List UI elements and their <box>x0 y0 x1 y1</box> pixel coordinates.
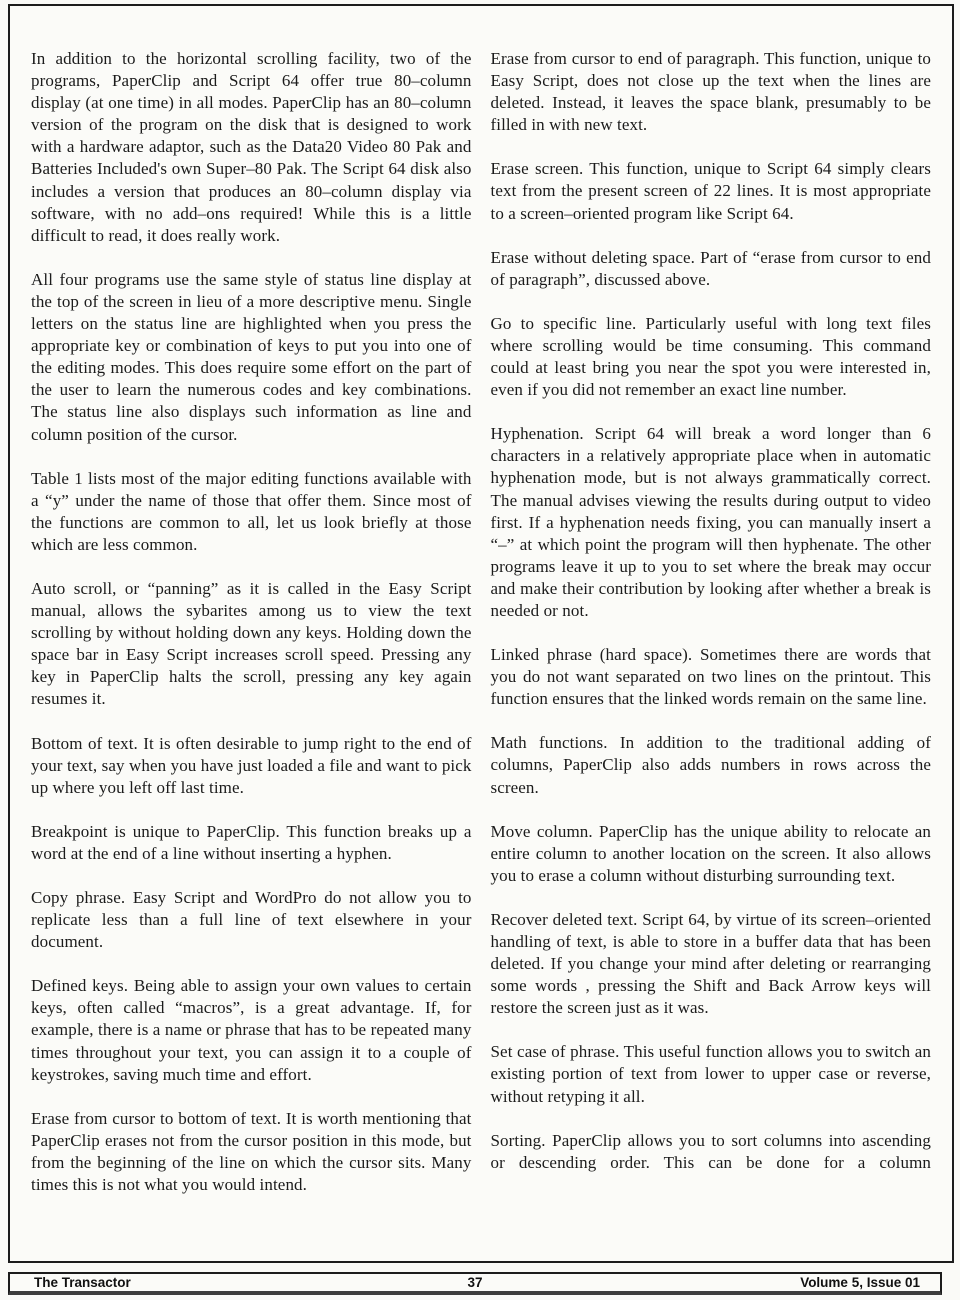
footer-issue-label: Volume 5, Issue 01 <box>800 1275 920 1290</box>
paragraph: Sorting. PaperClip allows you to sort columns into ascending or descending order. This can be done for a column <box>490 1130 931 1172</box>
paragraph: All four programs use the same style of status line display at the top of the screen in lieu of a more descriptive menu. Single letters on the status line are highlighted when you press the appropriate key or combination of keys to put you into one of the editing modes. This does require some effort on the part of the user to learn the numerous codes and key combinations. The status line also displays such information as line and column position of the cursor. <box>31 269 472 444</box>
paragraph: Auto scroll, or “panning” as it is called in the Easy Script manual, allows the sybarites among us to view the text scrolling by without holding down any keys. Holding down the space bar in Easy Script increases scroll speed. Pressing any key in PaperClip halts the scroll, pressing any key again resumes it. <box>31 578 472 709</box>
paragraph: Set case of phrase. This useful function allows you to switch an existing portion of text from lower to upper case or reverse, without retyping it all. <box>490 1042 931 1106</box>
footer-band <box>8 1272 942 1295</box>
paragraph: Erase from cursor to bottom of text. It is worth mentioning that PaperClip erases not from the cursor position in this mode, but from the beginning of the line on which the cursor sits. Many times this is not what you would intend. <box>31 1108 472 1195</box>
paragraph: In addition to the horizontal scrolling facility, two of the programs, PaperClip and Script 64 offer true 80–column display (at one time) in all modes. PaperClip has an 80–column version of the program on the disk that is designed to work with a hardware adaptor, such as the Data20 Video 80 Pak and Batteries Included's own Super–80 Pak. The Script 64 disk also includes a version that produces an 80–column display via software, with no add–ons required! While this is a little difficult to read, it does really work. <box>31 49 472 245</box>
paragraph: Breakpoint is unique to PaperClip. This function breaks up a word at the end of a line without inserting a hyphen. <box>31 821 472 863</box>
paragraph: Hyphenation. Script 64 will break a word longer than 6 characters in a relatively appropriate place when in automatic hyphenation mode, but is not always grammatically correct. The manual advises viewing the results during output to video first. If a hyphenation needs fixing, you can manually insert a “–” at which point the program will then hyphenate. The other programs leave it up to you to set where the break may occur and make their contribution by looking after whether a break is needed or not. <box>490 424 931 620</box>
paragraph: Recover deleted text. Script 64, by virtue of its screen–oriented handling of text, is able to store in a buffer data that has been deleted. If you change your mind after deleting or rearranging some words , pressing the Shift and Back Arrow keys will restore the screen just as it was. <box>490 909 931 1018</box>
paragraph: Linked phrase (hard space). Sometimes there are words that you do not want separated on two lines on the printout. This function ensures that the linked words remain on the same line. <box>490 645 931 709</box>
paragraph: Math functions. In addition to the traditional adding of columns, PaperClip also adds numbers in rows across the screen. <box>490 733 931 797</box>
paragraph: Erase screen. This function, unique to Script 64 simply clears text from the present screen of 22 lines. It is most appropriate to a screen–oriented program like Script 64. <box>490 159 931 223</box>
paragraph: Defined keys. Being able to assign your own values to certain keys, often called “macros”, is a great advantage. If, for example, there is a name or phrase that has to be repeated many times throughout your text, you can assign it to a couple of keystrokes, saving much time and effort. <box>31 976 472 1084</box>
paragraph: Bottom of text. It is often desirable to jump right to the end of your text, say when you have just loaded a file and want to pick up where you left off last time. <box>31 733 472 797</box>
paragraph: Copy phrase. Easy Script and WordPro do not allow you to replicate less than a full line of text elsewhere in your document. <box>31 888 472 952</box>
page-border-frame <box>8 4 954 1263</box>
two-column-layout <box>10 6 952 1218</box>
paragraph: Erase without deleting space. Part of “erase from cursor to end of paragraph”, discussed above. <box>490 247 931 289</box>
right-column <box>491 48 932 1218</box>
paragraph: Table 1 lists most of the major editing functions available with a “y” under the name of those that offer them. Since most of the functions are common to all, let us look briefly at those which are less common. <box>31 468 472 554</box>
paragraph: Go to specific line. Particularly useful with long text files where scrolling would be time consuming. This command could at least bring you near the spot you were interested in, even if you did not remember an exact line number. <box>490 313 931 400</box>
paragraph: Move column. PaperClip has the unique ability to relocate an entire column to another location on the screen. It also allows you to erase a column without disturbing surrounding text. <box>490 821 931 885</box>
paragraph: Erase from cursor to end of paragraph. This function, unique to Easy Script, does not close up the text when the lines are deleted. Instead, it leaves the space blank, presumably to be filled in with new text. <box>490 49 931 135</box>
left-column <box>31 48 472 1218</box>
footer-journal-title: The Transactor <box>34 1275 131 1290</box>
footer-page-number: 37 <box>467 1275 483 1290</box>
